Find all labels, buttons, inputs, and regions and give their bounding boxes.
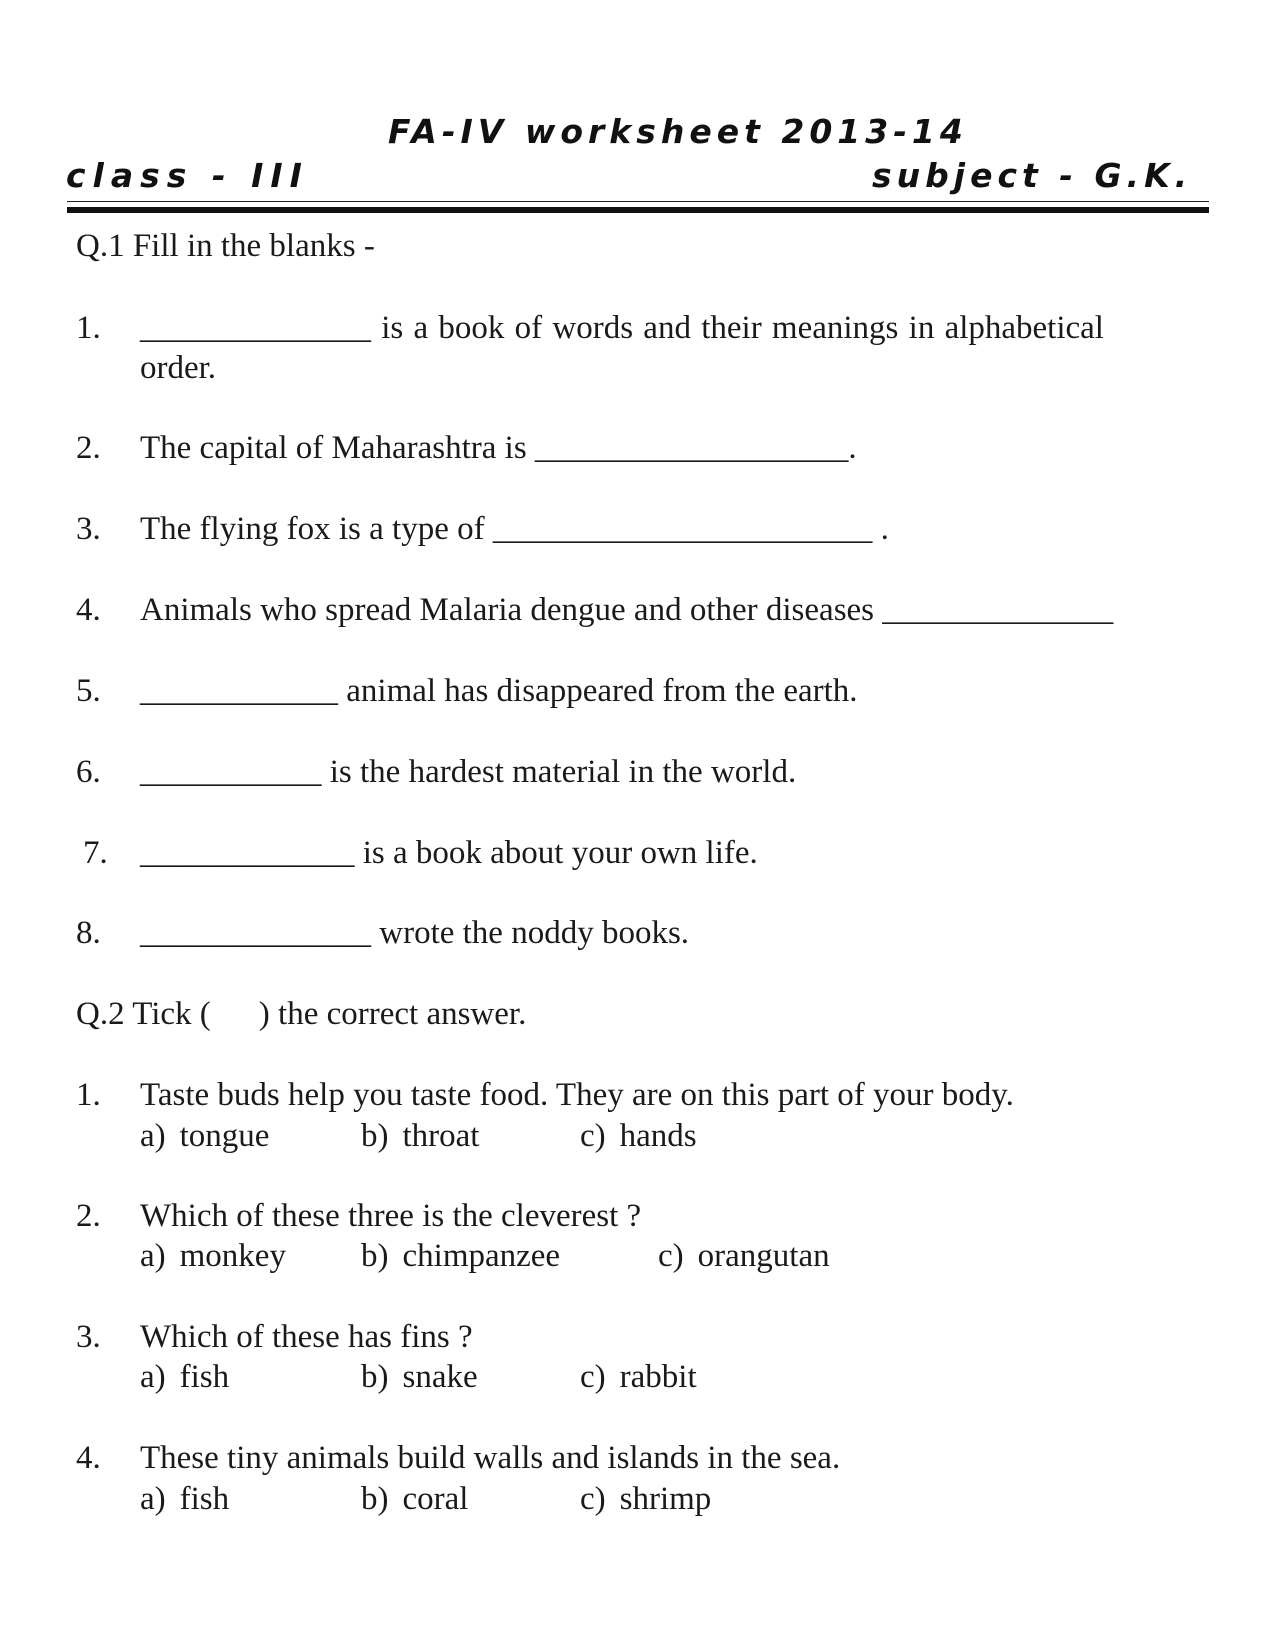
option-label: a) [140, 1238, 166, 1274]
option-text: tongue [179, 1118, 270, 1154]
q1-item-6-number: 6. [76, 754, 101, 790]
option-text: chimpanzee [402, 1238, 561, 1274]
q2-item-3-option-a [140, 1357, 229, 1397]
q2-item-4-option-c [580, 1479, 711, 1519]
option-label: c) [580, 1359, 606, 1395]
q1-item-3-number: 3. [76, 511, 101, 547]
q2-heading-suffix: ) the correct answer. [258, 996, 527, 1032]
q1-item-5-text: ____________ animal has disappeared from the earth. [140, 673, 858, 709]
header-divider-thick [67, 207, 1209, 213]
q2-item-1-option-b [361, 1116, 479, 1156]
option-text: fish [179, 1359, 230, 1395]
q1-item-7-text: _____________ is a book about your own life. [140, 835, 758, 871]
q2-item-1-option-a [140, 1116, 269, 1156]
q2-item-3-number: 3. [76, 1319, 101, 1355]
q2-item-3-option-c [580, 1357, 697, 1397]
class-label: class - III [66, 156, 309, 195]
option-text: shrimp [619, 1481, 712, 1517]
option-label: a) [140, 1118, 166, 1154]
q1-item-5-number: 5. [76, 673, 101, 709]
option-label: c) [580, 1481, 606, 1517]
option-label: b) [361, 1481, 389, 1517]
q1-item-6-text: ___________ is the hardest material in the world. [140, 754, 797, 790]
option-label: b) [361, 1359, 389, 1395]
option-label: b) [361, 1118, 389, 1154]
q2-item-4-option-a [140, 1479, 229, 1519]
option-label: b) [361, 1238, 389, 1274]
subject-label: subject - G.K. [872, 156, 1193, 195]
q1-item-1-text-cont: order. [140, 350, 217, 386]
q1-heading: Q.1 Fill in the blanks - [76, 228, 375, 264]
q1-item-4-text: Animals who spread Malaria dengue and other diseases ______________ [140, 592, 1114, 628]
q2-item-1-question: Taste buds help you taste food. They are on this part of your body. [140, 1077, 1014, 1113]
q2-item-1-number: 1. [76, 1077, 101, 1113]
q2-item-4-number: 4. [76, 1440, 101, 1476]
option-label: c) [580, 1118, 606, 1154]
q1-item-4-number: 4. [76, 592, 101, 628]
header-divider-thin [67, 201, 1209, 202]
option-text: hands [619, 1118, 697, 1154]
q2-heading [76, 994, 526, 1034]
option-label: a) [140, 1481, 166, 1517]
q1-item-3-text: The flying fox is a type of _______________________ . [140, 511, 889, 547]
q2-heading-prefix: Q.2 Tick ( [76, 996, 211, 1032]
q2-item-2-question: Which of these three is the cleverest ? [140, 1198, 642, 1234]
q2-item-3-question: Which of these has fins ? [140, 1319, 473, 1355]
option-text: monkey [179, 1238, 286, 1274]
q2-item-2-option-c [658, 1236, 830, 1276]
q1-item-1-text: ______________ is a book of words and their meanings in alphabetical [140, 310, 1104, 346]
option-text: coral [402, 1481, 469, 1517]
q1-item-1-number: 1. [76, 310, 101, 346]
q2-item-2-number: 2. [76, 1198, 101, 1234]
q2-item-2-option-a [140, 1236, 286, 1276]
option-text: orangutan [697, 1238, 830, 1274]
q1-item-8-number: 8. [76, 915, 101, 951]
q2-item-3-option-b [361, 1357, 478, 1397]
option-text: throat [402, 1118, 480, 1154]
option-text: snake [402, 1359, 478, 1395]
option-label: c) [658, 1238, 684, 1274]
q1-item-2-number: 2. [76, 430, 101, 466]
q1-item-8-text: ______________ wrote the noddy books. [140, 915, 690, 951]
q2-item-4-option-b [361, 1479, 468, 1519]
q2-item-1-option-c [580, 1116, 697, 1156]
option-label: a) [140, 1359, 166, 1395]
q1-item-7-number: 7. [83, 835, 108, 871]
option-text: fish [179, 1481, 230, 1517]
q2-item-4-question: These tiny animals build walls and islands in the sea. [140, 1440, 841, 1476]
option-text: rabbit [619, 1359, 697, 1395]
q1-item-2-text: The capital of Maharashtra is ___________________. [140, 430, 857, 466]
q2-item-2-option-b [361, 1236, 560, 1276]
worksheet-title: FA-IV worksheet 2013-14 [388, 112, 968, 151]
